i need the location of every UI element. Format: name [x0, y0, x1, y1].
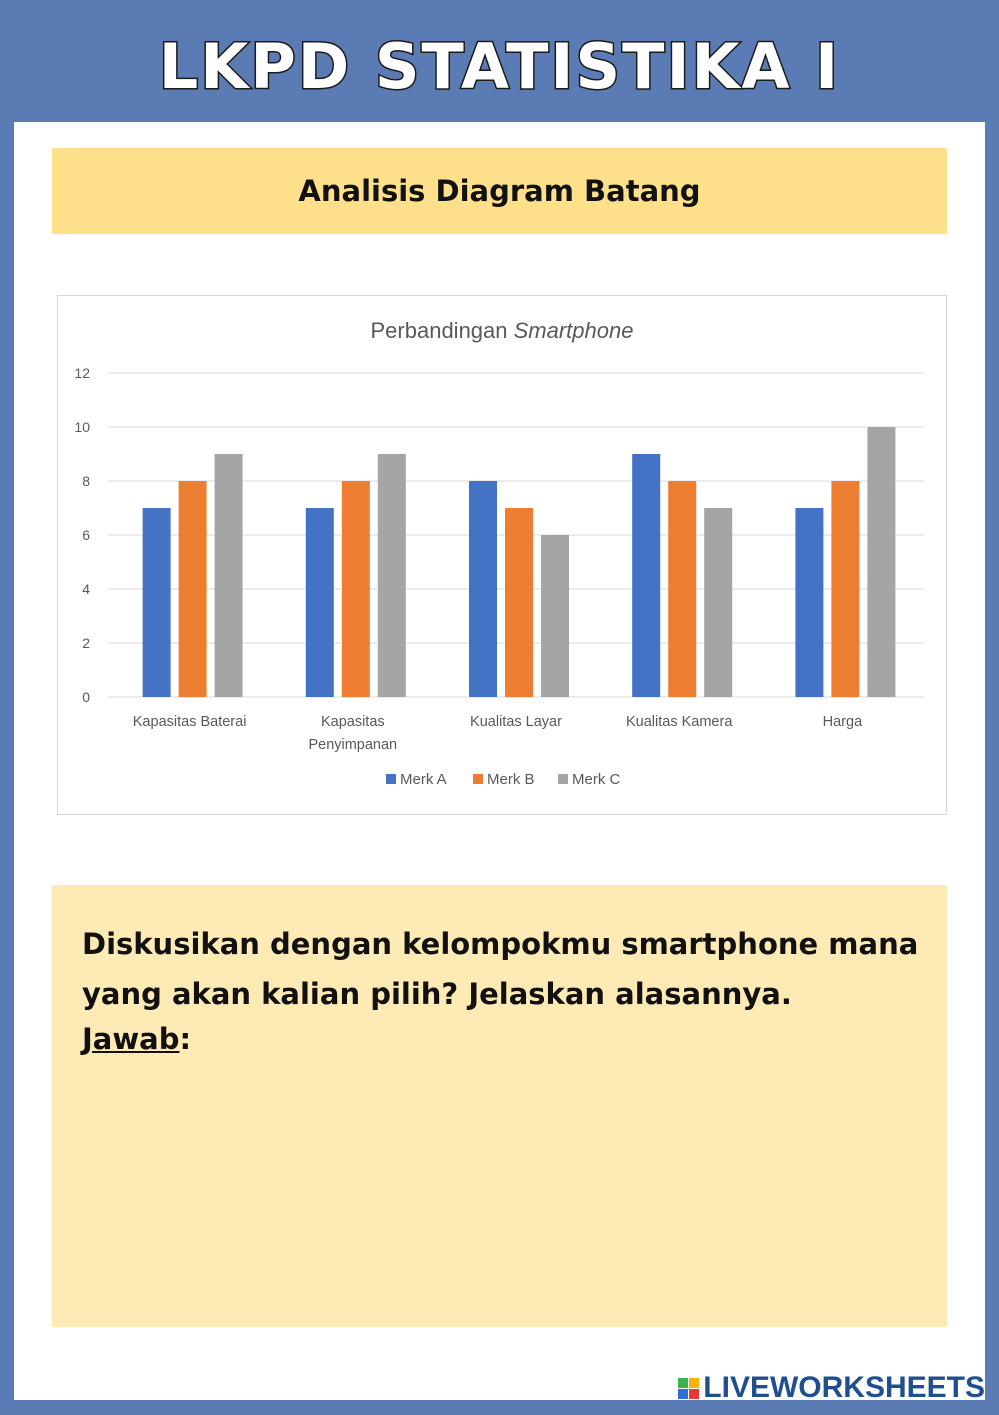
liveworksheets-logo-icon [678, 1378, 699, 1399]
bar [704, 508, 732, 697]
bar [306, 508, 334, 697]
bar [795, 508, 823, 697]
y-tick-label: 2 [82, 635, 90, 651]
answer-label [82, 1019, 191, 1059]
bar [867, 427, 895, 697]
x-tick-label: Kapasitas Baterai [132, 714, 247, 730]
legend-label: Merk B [487, 771, 535, 788]
y-tick-label: 10 [74, 419, 90, 435]
y-tick-label: 6 [82, 527, 90, 543]
x-tick-label: Harga [822, 714, 863, 730]
legend-label: Merk A [400, 771, 447, 788]
y-tick-label: 8 [82, 473, 90, 489]
bar [668, 481, 696, 697]
answer-label-text: Jawab [82, 1022, 180, 1056]
x-tick-label: Penyimpanan [308, 737, 398, 753]
subtitle-text: Analisis Diagram Batang [298, 174, 701, 208]
x-tick-label: Kualitas Kamera [626, 714, 733, 730]
chart-title: Perbandingan Smartphone [370, 318, 634, 343]
legend-label: Merk C [572, 771, 621, 788]
bar [541, 535, 569, 697]
chart-canvas [58, 296, 946, 814]
y-tick-label: 12 [74, 365, 90, 381]
bar [215, 454, 243, 697]
logo-square [689, 1389, 699, 1399]
y-tick-label: 4 [82, 581, 90, 597]
y-tick-label: 0 [82, 689, 90, 705]
bar [632, 454, 660, 697]
worksheet-sheet [14, 122, 985, 1400]
legend-swatch [473, 774, 483, 784]
answer-colon: : [179, 1022, 192, 1056]
page-title: LKPD STATISTIKA I [158, 30, 841, 103]
liveworksheets-watermark [678, 1371, 985, 1405]
bar-chart [57, 295, 947, 815]
x-tick-label: Kapasitas [320, 714, 385, 730]
question-box [52, 885, 947, 1327]
legend-swatch [558, 774, 568, 784]
bar [505, 508, 533, 697]
bar [179, 481, 207, 697]
x-tick-label: Kualitas Layar [470, 714, 562, 730]
bar [831, 481, 859, 697]
bar [378, 454, 406, 697]
bar [143, 508, 171, 697]
subtitle-band [52, 148, 947, 234]
logo-square [678, 1378, 688, 1388]
bar [469, 481, 497, 697]
bar [342, 481, 370, 697]
logo-square [678, 1389, 688, 1399]
legend-swatch [386, 774, 396, 784]
logo-square [689, 1378, 699, 1388]
watermark-text: LIVEWORKSHEETS [703, 1371, 985, 1404]
question-text: Diskusikan dengan kelompokmu smartphone mana yang akan kalian pilih? Jelaskan alasannya. [82, 927, 919, 1011]
